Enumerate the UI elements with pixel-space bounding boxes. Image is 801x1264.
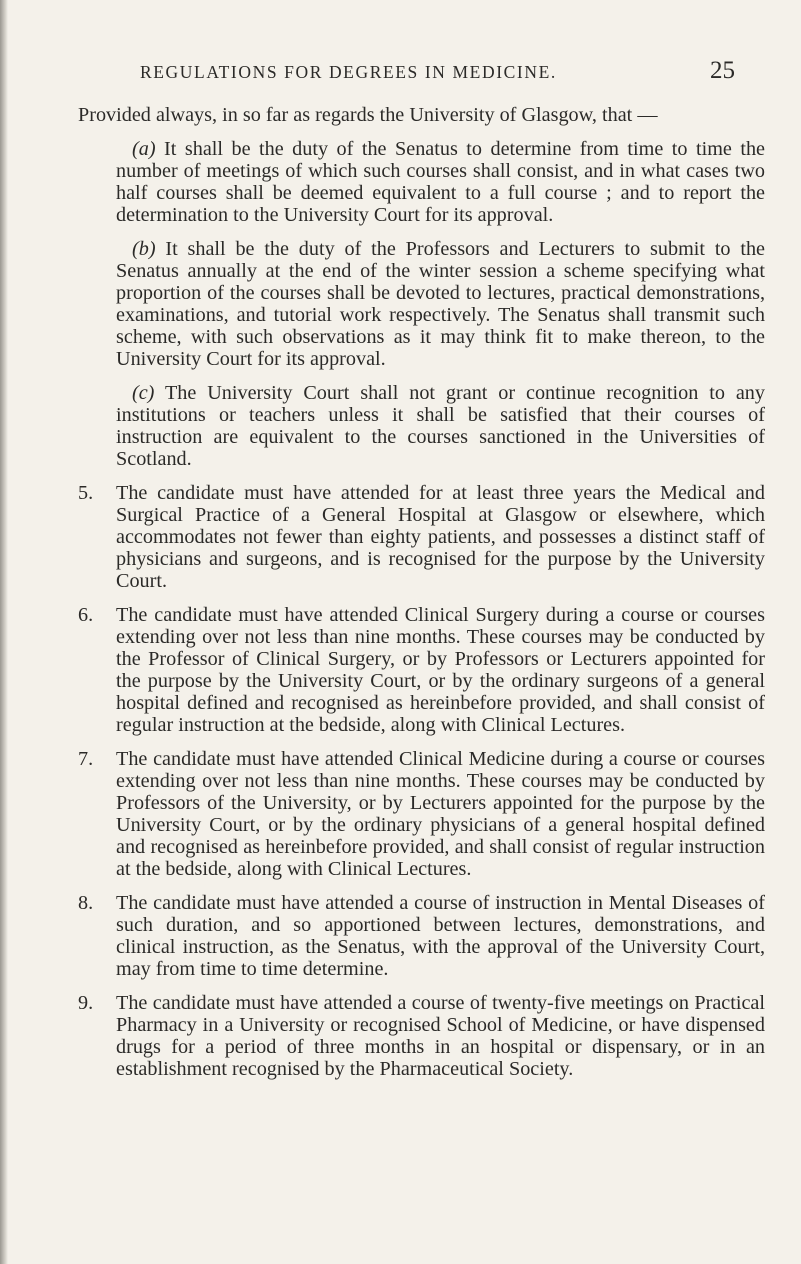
subsection-b <box>78 238 765 370</box>
page-number: 25 <box>710 57 735 84</box>
item-number: 8. <box>78 892 94 914</box>
subsection-a <box>78 138 765 226</box>
running-title: REGULATIONS FOR DEGREES IN MEDICINE. <box>140 62 557 82</box>
item-number: 9. <box>78 992 94 1014</box>
regulation-item-6 <box>78 604 765 736</box>
regulation-item-9 <box>78 992 765 1080</box>
page-body <box>78 104 765 1092</box>
item-text: The candidate must have attended a course of twenty-five meetings on Practical Pharmacy in a University or recognised School of Medicine, or have dispensed drugs for a period of three months in an hospital or dispensary, or in an establishment recognised by the Pharmaceutical Society. <box>116 992 765 1080</box>
subsection-text: It shall be the duty of the Senatus to determine from time to time the number of meetings of which such courses shall consist, and in what cases two half courses shall be deemed equivalent to a full course ; and to report the determination to the University Court for its approval. <box>116 138 766 226</box>
subsection-label: (c) <box>132 382 155 404</box>
regulation-item-7 <box>78 748 765 880</box>
subsection-label: (a) <box>132 138 156 160</box>
page-binding-edge <box>0 0 8 1264</box>
subsection-c <box>78 382 765 470</box>
regulation-item-5 <box>78 482 765 592</box>
item-number: 6. <box>78 604 94 626</box>
intro-paragraph: Provided always, in so far as regards the University of Glasgow, that — <box>78 104 658 126</box>
subsection-label: (b) <box>132 238 156 260</box>
item-text: The candidate must have attended Clinical Medicine during a course or courses extending over not less than nine months. These courses may be conducted by Professors of the University, or by Lecturers appointed for the purpose by the University Court, or by the ordinary physicians of a general hospital defined and recognised as hereinbefore provided, and shall consist of regular instruction at the bedside, along with Clinical Lectures. <box>116 748 765 880</box>
item-number: 7. <box>78 748 94 770</box>
subsection-text: The University Court shall not grant or continue recognition to any institutions or teachers unless it shall be satisfied that their courses of instruction are equivalent to the courses sanctioned in the Universities of Scotland. <box>116 382 765 470</box>
subsection-text: It shall be the duty of the Professors and Lecturers to submit to the Senatus annually at the end of the winter session a scheme specifying what proportion of the courses shall be devoted to lectures, practical demonstrations, examinations, and tutorial work respectively. The Senatus shall transmit such scheme, with such observations as it may think fit to make thereon, to the University Court for its approval. <box>116 238 766 370</box>
regulation-item-8 <box>78 892 765 980</box>
item-number: 5. <box>78 482 94 504</box>
item-text: The candidate must have attended Clinical Surgery during a course or courses extending over not less than nine months. These courses may be conducted by the Professor of Clinical Surgery, or by Professors or Lecturers appointed for the purpose by the University Court, or by the ordinary surgeons of a general hospital defined and recognised as hereinbefore provided, and shall consist of regular instruction at the bedside, along with Clinical Lectures. <box>116 604 765 736</box>
item-text: The candidate must have attended for at least three years the Medical and Surgical Practice of a General Hospital at Glasgow or elsewhere, which accommodates not fewer than eighty patients, and possesses a distinct staff of physicians and surgeons, and is recognised for the purpose by the University Court. <box>116 482 765 592</box>
item-text: The candidate must have attended a course of instruction in Mental Diseases of such duration, and so apportioned between lectures, demonstrations, and clinical instruction, as the Senatus, with the approval of the University Court, may from time to time determine. <box>116 892 765 980</box>
